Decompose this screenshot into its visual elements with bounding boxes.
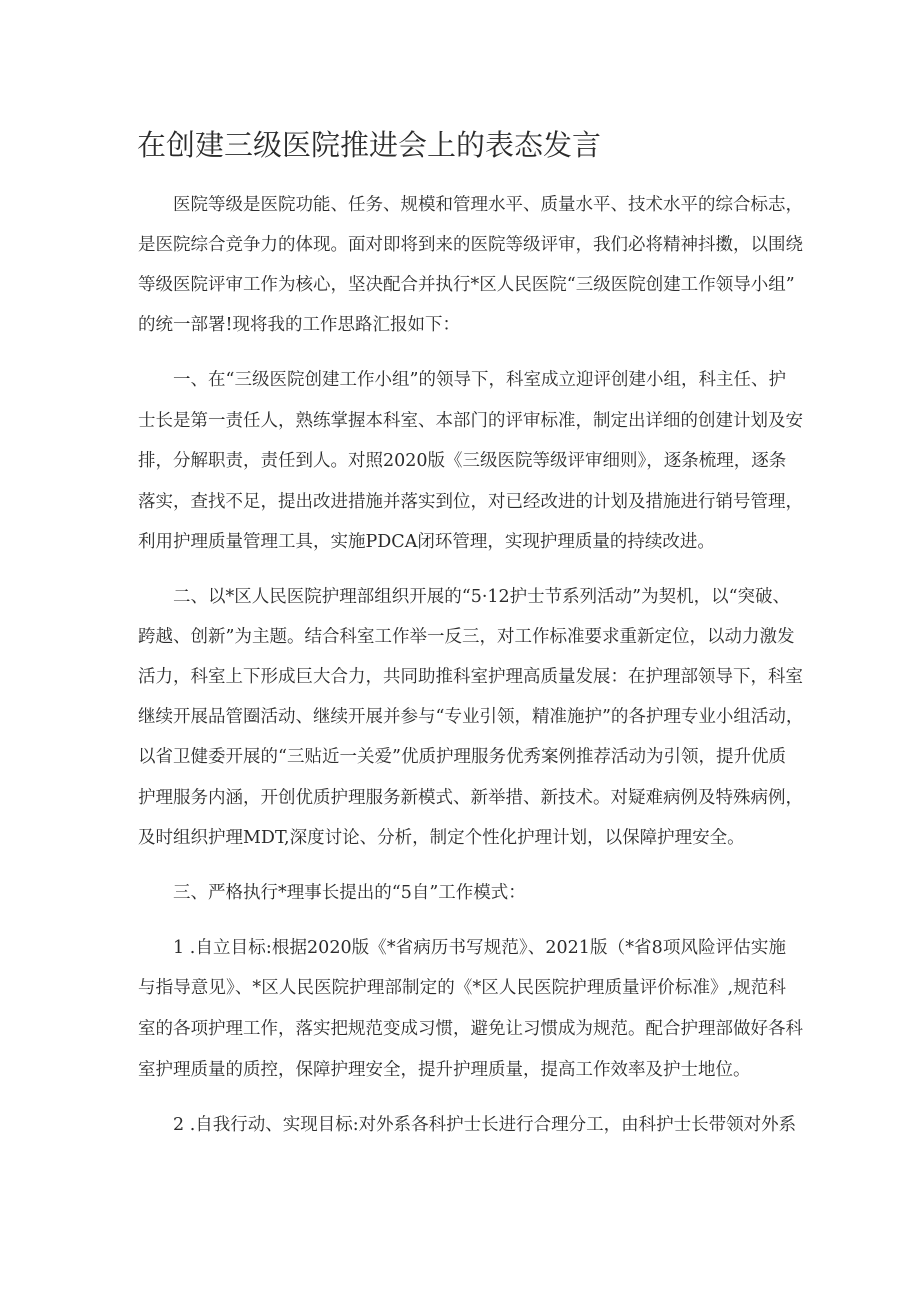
paragraph-line: 等级医院评审工作为核心，坚决配合并执行*区人民医院“三级医院创建工作领导小组” bbox=[138, 275, 795, 295]
paragraph-line: 一、在“三级医院创建工作小组”的领导下，科室成立迎评创建小组，科主任、护 bbox=[173, 370, 786, 390]
paragraph-line: 是医院综合竞争力的体现。面对即将到来的医院等级评审，我们必将精神抖擞，以围绕 bbox=[138, 235, 803, 255]
paragraph-line: 落实，查找不足，提出改进措施并落实到位，对已经改进的计划及措施进行销号管理， bbox=[138, 492, 803, 512]
paragraph-line: 室的各项护理工作，落实把规范变成习惯，避免让习惯成为规范。配合护理部做好各科 bbox=[138, 1019, 803, 1039]
paragraph-line: 室护理质量的质控，保障护理安全，提升护理质量，提高工作效率及护士地位。 bbox=[138, 1060, 751, 1080]
paragraph-line: 及时组织护理MDT,深度讨论、分析，制定个性化护理计划，以保障护理安全。 bbox=[138, 828, 745, 848]
paragraph-line: 继续开展品管圈活动、继续开展并参与“专业引领，精准施护”的各护理专业小组活动， bbox=[138, 707, 804, 727]
paragraph-line: 排，分解职责，责任到人。对照2020版《三级医院等级评审细则》，逐条梳理，逐条 bbox=[138, 451, 787, 471]
paragraph-line: 医院等级是医院功能、任务、规模和管理水平、质量水平、技术水平的综合标志， bbox=[173, 195, 803, 215]
paragraph-line: 三、严格执行*理事长提出的“5自”工作模式： bbox=[173, 883, 526, 903]
paragraph-line: 的统一部署!现将我的工作思路汇报如下： bbox=[138, 315, 461, 335]
paragraph-line: 以省卫健委开展的“三贴近一关爱”优质护理服务优秀案例推荐活动为引领，提升优质 bbox=[138, 747, 786, 767]
paragraph-line: 利用护理质量管理工具，实施PDCA闭环管理，实现护理质量的持续改进。 bbox=[138, 532, 715, 552]
paragraph-line: 活力，科室上下形成巨大合力，共同助推科室护理高质量发展：在护理部领导下，科室 bbox=[138, 667, 803, 687]
paragraph-line: 护理服务内涵，开创优质护理服务新模式、新举措、新技术。对疑难病例及特殊病例， bbox=[138, 788, 803, 808]
paragraph-line: 跨越、创新”为主题。结合科室工作举一反三，对工作标准要求重新定位，以动力激发 bbox=[138, 627, 795, 647]
document-title: 在创建三级医院推进会上的表态发言 bbox=[137, 128, 602, 162]
paragraph-line: 1 .自立目标:根据2020版《*省病历书写规范》、2021版（*省8项风险评估实施 bbox=[173, 938, 786, 958]
paragraph-line: 2 .自我行动、实现目标:对外系各科护士长进行合理分工，由科护士长带领对外系 bbox=[173, 1115, 797, 1135]
paragraph-line: 士长是第一责任人，熟练掌握本科室、本部门的评审标准，制定出详细的创建计划及安 bbox=[138, 411, 803, 431]
paragraph-line: 二、以*区人民医院护理部组织开展的“5·12护士节系列活动”为契机，以“突破、 bbox=[173, 587, 791, 607]
paragraph-line: 与指导意见》、*区人民医院护理部制定的《*区人民医院护理质量评价标准》,规范科 bbox=[138, 978, 786, 998]
